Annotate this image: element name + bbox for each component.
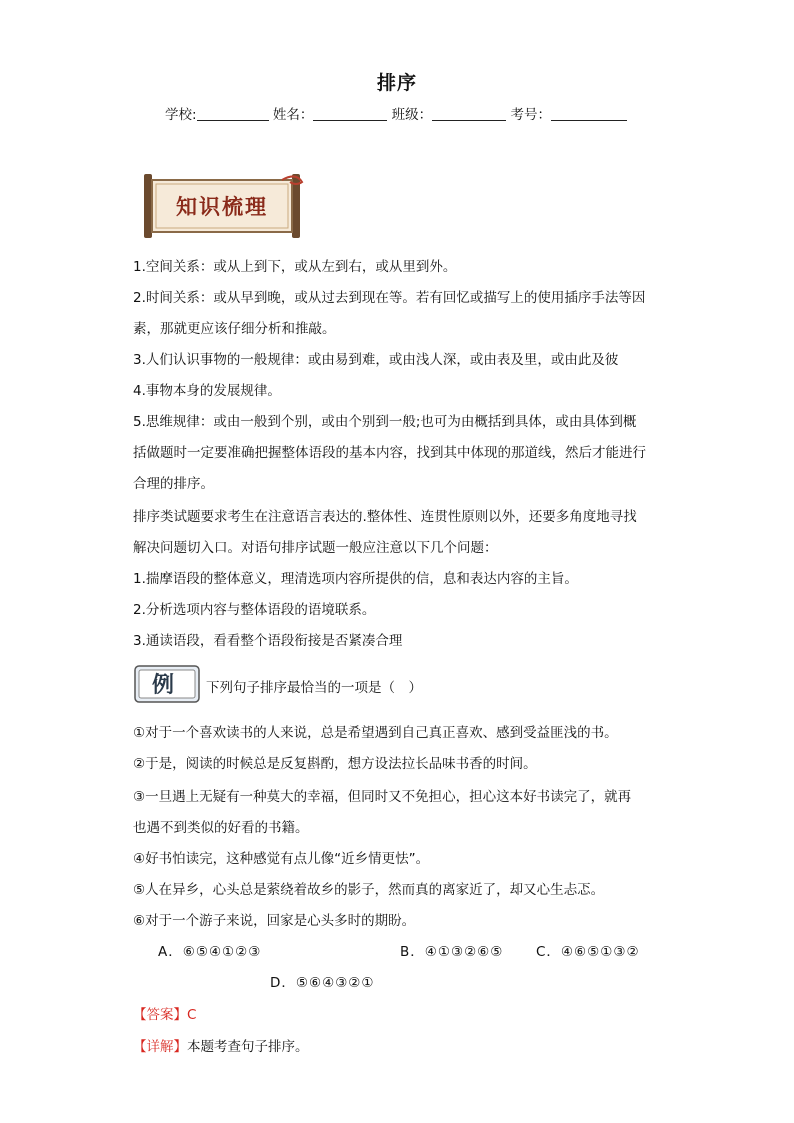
number-label: 考号：: [510, 107, 551, 123]
knowledge-line: 括做题时一定要准确把握整体语段的基本内容，找到其中体现的那道线，然后才能进行: [133, 445, 646, 461]
detail-line: [133, 1035, 309, 1055]
example-icon: [133, 664, 201, 704]
school-blank[interactable]: [197, 106, 269, 121]
knowledge-line: 排序类试题要求考生在注意语言表达的.整体性、连贯性原则以外，还要多角度地寻找: [133, 509, 637, 525]
knowledge-line: 3.通读语段，看看整个语段衔接是否紧凑合理: [133, 633, 403, 649]
number-blank[interactable]: [551, 106, 627, 121]
sentence-line: ⑤人在异乡，心头总是萦绕着故乡的影子，然而真的离家近了，却又心生忐忑。: [133, 882, 605, 898]
example-icon-text: 例: [151, 672, 175, 698]
sentence-line: ④好书怕读完，这种感觉有点儿像“近乡情更怯”。: [133, 851, 430, 867]
scroll-left-roller: [144, 174, 152, 238]
answer-line: [133, 1003, 196, 1023]
knowledge-line: 解决问题切入口。对语句排序试题一般应注意以下几个问题：: [133, 540, 498, 556]
knowledge-line: 2.分析选项内容与整体语段的语境联系。: [133, 602, 376, 618]
knowledge-line: 4.事物本身的发展规律。: [133, 383, 281, 399]
name-blank[interactable]: [313, 106, 387, 121]
knowledge-line: 2.时间关系：或从早到晚，或从过去到现在等。若有回忆或描写上的使用插序手法等因: [133, 290, 646, 306]
school-label: 学校:: [165, 107, 197, 123]
sentence-line: ①对于一个喜欢读书的人来说，总是希望遇到自己真正喜欢、感到受益匪浅的书。: [133, 725, 618, 741]
detail-tag: 【详解】: [133, 1039, 187, 1055]
option-c: C．④⑥⑤①③②: [536, 944, 640, 960]
page-title: 排序: [376, 72, 417, 94]
question-text: 下列句子排序最恰当的一项是（ ）: [206, 680, 422, 696]
knowledge-banner: [142, 170, 304, 242]
option-d: D．⑤⑥④③②①: [270, 975, 375, 991]
knowledge-line: 1.空间关系：或从上到下，或从左到右，或从里到外。: [133, 259, 457, 275]
sentence-line: ②于是，阅读的时候总是反复斟酌，想方设法拉长品味书香的时间。: [133, 756, 537, 772]
student-info-row: [165, 103, 627, 123]
detail-text: 本题考查句子排序。: [187, 1039, 309, 1055]
knowledge-line: 素，那就更应该仔细分析和推敲。: [133, 321, 336, 337]
name-label: 姓名：: [272, 107, 314, 123]
class-blank[interactable]: [432, 106, 506, 121]
option-a: A．⑥⑤④①②③: [158, 944, 262, 960]
knowledge-line: 3.人们认识事物的一般规律：或由易到难，或由浅人深，或由表及里，或由此及彼: [133, 352, 619, 368]
knowledge-line: 合理的排序。: [133, 476, 214, 492]
class-label: 班级：: [391, 107, 433, 123]
knowledge-line: 1.揣摩语段的整体意义，理清选项内容所提供的信，息和表达内容的主旨。: [133, 571, 578, 587]
answer-tag: 【答案】: [133, 1007, 187, 1023]
knowledge-line: 5.思维规律：或由一般到个别，或由个别到一般;也可为由概括到具体，或由具体到概: [133, 414, 637, 430]
option-b: B．④①③②⑥⑤: [400, 944, 504, 960]
sentence-line: ③一旦遇上无疑有一种莫大的幸福，但同时又不免担心，担心这本好书读完了，就再: [133, 789, 632, 805]
answer-value: C: [187, 1007, 197, 1023]
banner-text: 知识梳理: [176, 194, 268, 219]
sentence-line: ⑥对于一个游子来说，回家是心头多时的期盼。: [133, 913, 416, 929]
sentence-line: 也遇不到类似的好看的书籍。: [133, 820, 309, 836]
